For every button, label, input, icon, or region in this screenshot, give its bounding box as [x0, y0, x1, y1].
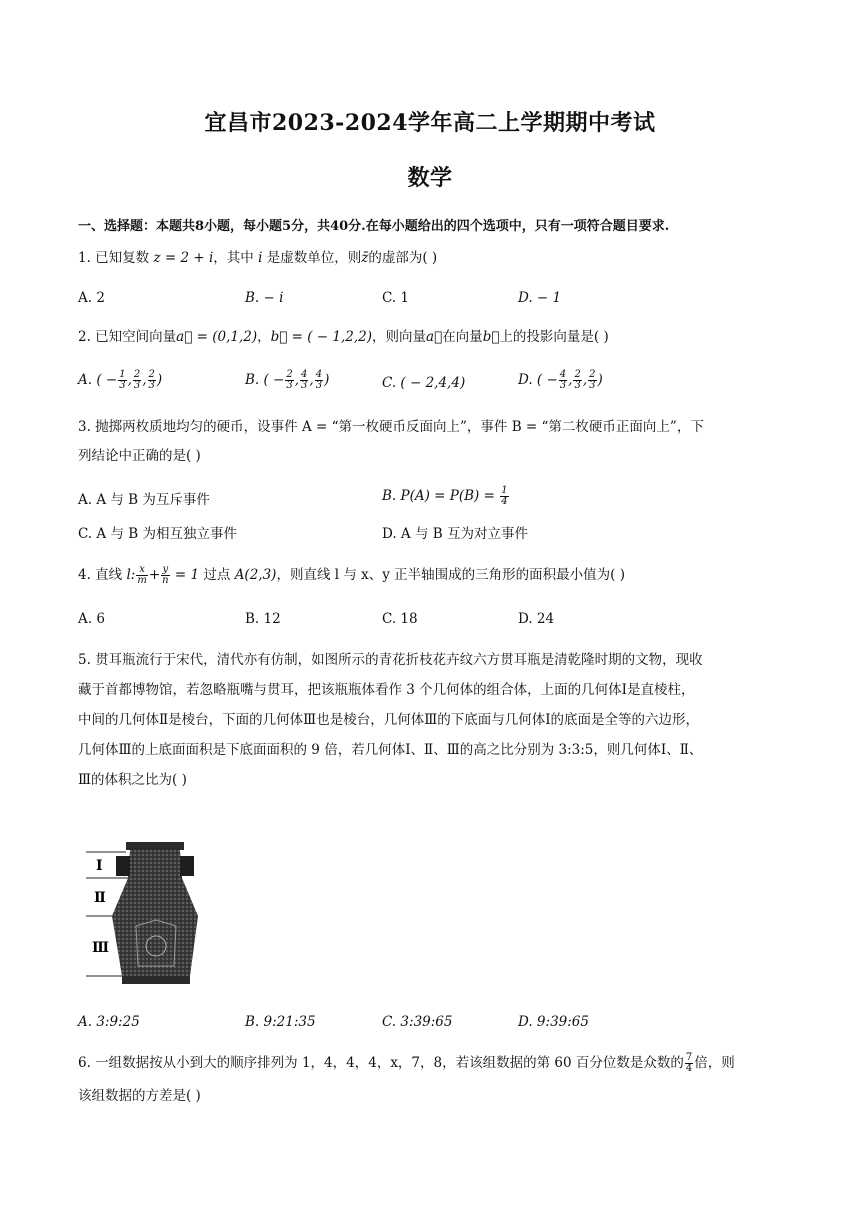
vase-illustration — [86, 838, 206, 988]
question-5-line-5: Ⅲ的体积之比为( ) — [78, 772, 187, 788]
question-4-stem: 4. 直线 l: $\frac{x}{m}$ + $\frac{y}{n}$ = 1 过点 A(2,3)，则直线 l 与 x、y 正半轴围成的三角形的面积最小值为( ) — [78, 564, 626, 586]
q3-option-c[interactable]: C. A 与 B 为相互独立事件 — [78, 526, 237, 542]
question-6-line-1: 6. 一组数据按从小到大的顺序排列为 1，4，4，4，x，7，8，若该组数据的第 60 百分位数是众数的 $\frac{7}{4}$ 倍，则 — [78, 1052, 735, 1074]
figure-label-I: Ⅰ — [96, 858, 103, 874]
q3-option-b[interactable]: B. P(A) = P(B) = $\frac{1}{4}$ — [382, 485, 508, 507]
question-2-stem: 2. 已知空间向量a⃗ = (0,1,2)，b⃗ = ( − 1,2,2)，则向量a⃗在向量b⃗上的投影向量是( ) — [78, 329, 609, 345]
q4-option-a[interactable]: A. 6 — [78, 611, 105, 627]
question-5-line-2: 藏于首都博物馆，若忽略瓶嘴与贯耳，把该瓶瓶体看作 3 个几何体的组合体，上面的几何体Ⅰ是直棱柱， — [78, 682, 695, 698]
question-6-line-2: 该组数据的方差是( ) — [78, 1088, 201, 1104]
q5-option-d[interactable]: D. 9:39:65 — [518, 1014, 589, 1030]
q1-option-a[interactable]: A. 2 — [78, 290, 105, 306]
q2-option-c[interactable]: C. ( − 2,4,4) — [382, 375, 466, 391]
q1-option-d[interactable]: D. − 1 — [518, 290, 562, 306]
question-3-line-1: 3. 抛掷两枚质地均匀的硬币，设事件 A = “第一枚硬币反面向上”，事件 B = “第二枚硬币正面向上”，下 — [78, 419, 704, 435]
figure-label-II: Ⅱ — [94, 890, 106, 906]
question-5-line-1: 5. 贯耳瓶流行于宋代，清代亦有仿制，如图所示的青花折枝花卉纹六方贯耳瓶是清乾隆时期的文物，现收 — [78, 652, 703, 668]
question-5-line-3: 中间的几何体Ⅱ是棱台，下面的几何体Ⅲ也是棱台，几何体Ⅲ的下底面与几何体Ⅰ的底面是全等的六边形， — [78, 712, 700, 728]
q5-option-a[interactable]: A. 3:9:25 — [78, 1014, 140, 1030]
question-1-stem: 1. 已知复数 z = 2 + i，其中 i 是虚数单位，则z̄的虚部为( ) — [78, 250, 438, 266]
exam-title: 宜昌市2023-2024学年高二上学期期中考试 — [204, 110, 656, 136]
q2-option-a[interactable]: A. ( − $\frac{1}{3}$ , $\frac{2}{3}$ , $\frac{2}{3}$ ) — [78, 369, 163, 391]
question-3-line-2: 列结论中正确的是( ) — [78, 448, 201, 464]
q4-option-b[interactable]: B. 12 — [245, 611, 281, 627]
q4-option-c[interactable]: C. 18 — [382, 611, 418, 627]
subject-title: 数学 — [407, 165, 453, 191]
q5-option-b[interactable]: B. 9:21:35 — [245, 1014, 316, 1030]
q2-option-b[interactable]: B. ( − $\frac{2}{3}$ , $\frac{4}{3}$ , $\frac{4}{3}$ ) — [245, 369, 330, 391]
figure-label-III: Ⅲ — [92, 940, 110, 956]
vase-figure — [86, 838, 206, 988]
q1-option-c[interactable]: C. 1 — [382, 290, 410, 306]
q5-option-c[interactable]: C. 3:39:65 — [382, 1014, 453, 1030]
section-heading: 一、选择题：本题共8小题，每小题5分，共40分.在每小题给出的四个选项中，只有一项符合题目要求. — [78, 219, 670, 234]
q3-option-a[interactable]: A. A 与 B 为互斥事件 — [78, 492, 210, 508]
q2-option-d[interactable]: D. ( − $\frac{4}{3}$ , $\frac{2}{3}$ , $\frac{2}{3}$ ) — [518, 369, 603, 391]
question-5-line-4: 几何体Ⅲ的上底面面积是下底面面积的 9 倍，若几何体Ⅰ、Ⅱ、Ⅲ的高之比分别为 3:3:5，则几何体Ⅰ、Ⅱ、 — [78, 742, 703, 758]
q1-option-b[interactable]: B. − i — [245, 290, 284, 306]
q3-option-d[interactable]: D. A 与 B 互为对立事件 — [382, 526, 528, 542]
q4-option-d[interactable]: D. 24 — [518, 611, 555, 627]
